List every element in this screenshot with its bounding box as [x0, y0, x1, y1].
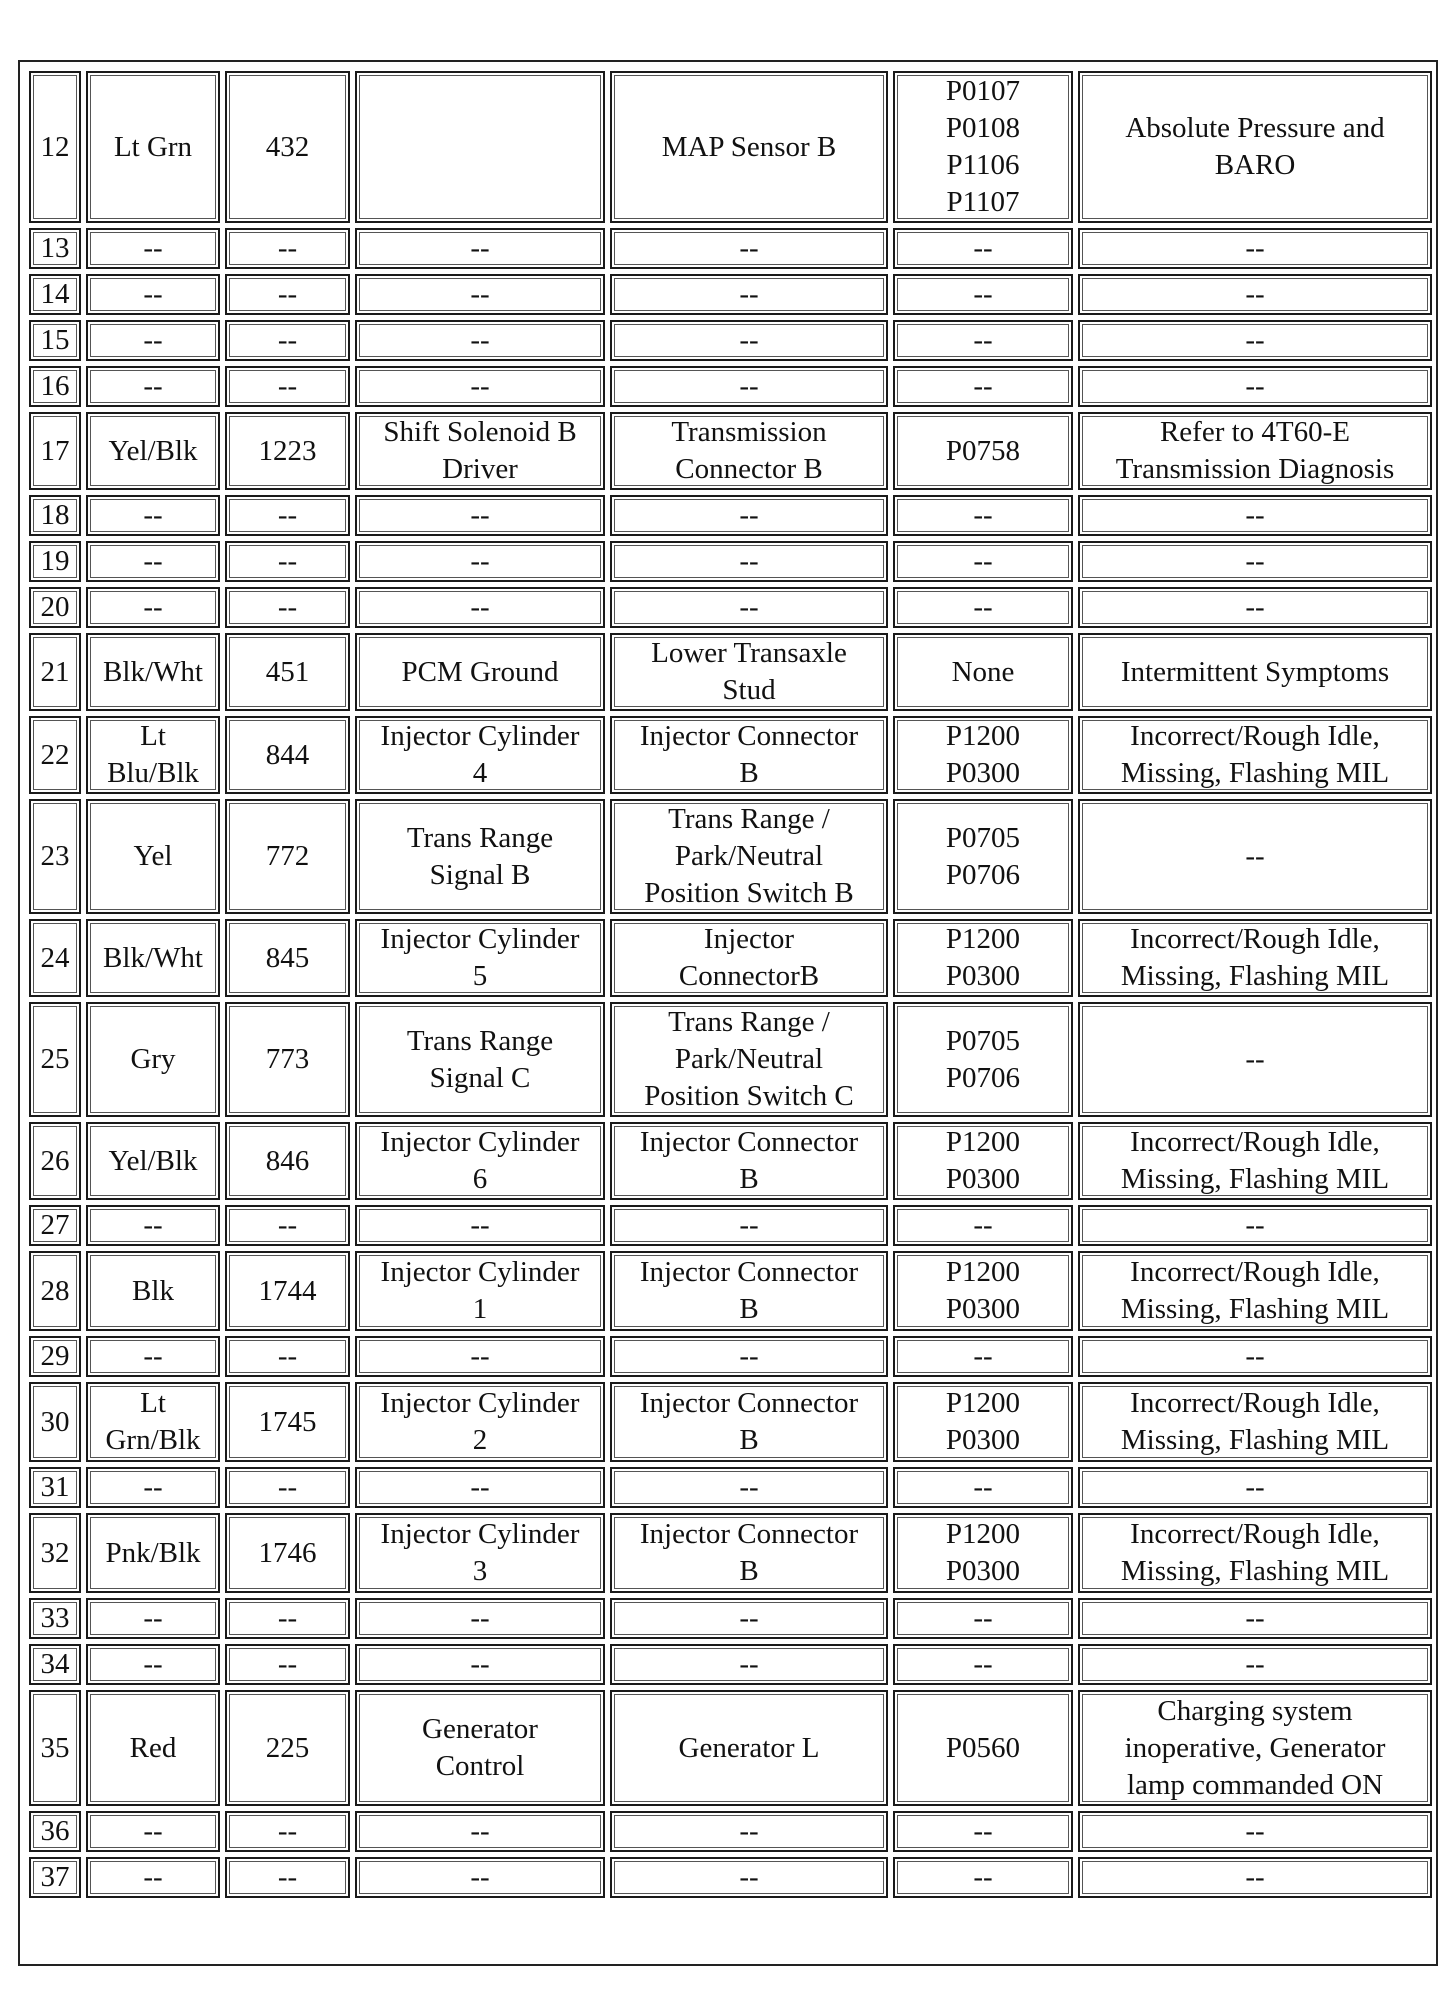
diagnosis-cell: Intermittent Symptoms [1078, 633, 1432, 711]
function-cell: -- [355, 320, 605, 361]
connector-cell: Trans Range / Park/Neutral Position Switch C [610, 1002, 888, 1117]
dtc-cell: P0560 [893, 1690, 1073, 1806]
function-cell: -- [355, 1205, 605, 1246]
connector-cell: -- [610, 320, 888, 361]
wire-color-cell: -- [86, 587, 220, 628]
connector-cell: Lower Transaxle Stud [610, 633, 888, 711]
connector-cell: -- [610, 495, 888, 536]
circuit-cell: -- [225, 366, 350, 407]
connector-cell: Injector ConnectorB [610, 919, 888, 997]
connector-cell: -- [610, 366, 888, 407]
dtc-cell: -- [893, 1205, 1073, 1246]
circuit-cell: -- [225, 1467, 350, 1508]
table-row [29, 1002, 1432, 1117]
pin-cell: 30 [29, 1382, 81, 1462]
table-row [29, 412, 1432, 490]
table-row [29, 919, 1432, 997]
diagnosis-cell: -- [1078, 495, 1432, 536]
pin-cell: 21 [29, 633, 81, 711]
diagnosis-cell: -- [1078, 1857, 1432, 1898]
wire-color-cell: -- [86, 1205, 220, 1246]
function-cell: -- [355, 495, 605, 536]
diagnosis-cell: Incorrect/Rough Idle, Missing, Flashing MIL [1078, 1122, 1432, 1200]
function-cell: Injector Cylinder 2 [355, 1382, 605, 1462]
wire-color-cell: -- [86, 228, 220, 269]
circuit-cell: 1745 [225, 1382, 350, 1462]
connector-cell: -- [610, 1467, 888, 1508]
wire-color-cell: -- [86, 1857, 220, 1898]
diagnosis-cell: -- [1078, 1811, 1432, 1852]
dtc-cell: P1200 P0300 [893, 1122, 1073, 1200]
dtc-cell: -- [893, 495, 1073, 536]
wire-color-cell: Blk/Wht [86, 633, 220, 711]
table-row [29, 1336, 1432, 1377]
pin-cell: 34 [29, 1644, 81, 1685]
diagnosis-cell: Absolute Pressure and BARO [1078, 71, 1432, 223]
table-row [29, 1857, 1432, 1898]
diagnosis-cell: -- [1078, 1002, 1432, 1117]
dtc-cell: -- [893, 274, 1073, 315]
pin-cell: 25 [29, 1002, 81, 1117]
circuit-cell: 1746 [225, 1513, 350, 1593]
connector-cell: Trans Range / Park/Neutral Position Switch B [610, 799, 888, 914]
circuit-cell: 772 [225, 799, 350, 914]
pin-cell: 23 [29, 799, 81, 914]
wire-color-cell: Lt Blu/Blk [86, 716, 220, 794]
table-row [29, 633, 1432, 711]
pin-cell: 13 [29, 228, 81, 269]
diagnosis-cell: -- [1078, 1205, 1432, 1246]
table-row [29, 587, 1432, 628]
table-row [29, 1690, 1432, 1806]
connector-cell: -- [610, 587, 888, 628]
dtc-cell: P1200 P0300 [893, 919, 1073, 997]
pin-cell: 28 [29, 1251, 81, 1331]
dtc-cell: P0705 P0706 [893, 799, 1073, 914]
table-row [29, 1122, 1432, 1200]
circuit-cell: -- [225, 228, 350, 269]
table-row [29, 716, 1432, 794]
table-row [29, 541, 1432, 582]
function-cell: -- [355, 1857, 605, 1898]
function-cell: Generator Control [355, 1690, 605, 1806]
pin-cell: 12 [29, 71, 81, 223]
function-cell [355, 71, 605, 223]
pin-cell: 29 [29, 1336, 81, 1377]
diagnosis-cell: Incorrect/Rough Idle, Missing, Flashing MIL [1078, 1382, 1432, 1462]
wire-color-cell: -- [86, 1336, 220, 1377]
circuit-cell: 225 [225, 1690, 350, 1806]
connector-cell: Injector Connector B [610, 1251, 888, 1331]
dtc-cell: -- [893, 1336, 1073, 1377]
wire-color-cell: -- [86, 366, 220, 407]
connector-cell: Injector Connector B [610, 1122, 888, 1200]
pin-cell: 16 [29, 366, 81, 407]
connector-cell: Injector Connector B [610, 1382, 888, 1462]
diagnosis-cell: Incorrect/Rough Idle, Missing, Flashing MIL [1078, 1513, 1432, 1593]
function-cell: -- [355, 1336, 605, 1377]
pin-cell: 32 [29, 1513, 81, 1593]
connector-cell: -- [610, 274, 888, 315]
table-row [29, 366, 1432, 407]
table-row [29, 1598, 1432, 1639]
circuit-cell: 846 [225, 1122, 350, 1200]
wire-color-cell: Blk/Wht [86, 919, 220, 997]
connector-cell: -- [610, 1811, 888, 1852]
dtc-cell: -- [893, 1598, 1073, 1639]
pin-cell: 26 [29, 1122, 81, 1200]
pin-cell: 20 [29, 587, 81, 628]
dtc-cell: P1200 P0300 [893, 1382, 1073, 1462]
circuit-cell: -- [225, 320, 350, 361]
pin-cell: 27 [29, 1205, 81, 1246]
diagnosis-cell: -- [1078, 366, 1432, 407]
circuit-cell: -- [225, 587, 350, 628]
diagnosis-cell: Charging system inoperative, Generator lamp commanded ON [1078, 1690, 1432, 1806]
function-cell: -- [355, 228, 605, 269]
circuit-cell: -- [225, 495, 350, 536]
function-cell: Injector Cylinder 3 [355, 1513, 605, 1593]
wire-color-cell: Yel/Blk [86, 412, 220, 490]
connector-cell: -- [610, 541, 888, 582]
dtc-cell: P0107 P0108 P1106 P1107 [893, 71, 1073, 223]
pin-cell: 24 [29, 919, 81, 997]
function-cell: Shift Solenoid B Driver [355, 412, 605, 490]
wire-color-cell: -- [86, 1644, 220, 1685]
dtc-cell: -- [893, 320, 1073, 361]
table-row [29, 71, 1432, 223]
dtc-cell: -- [893, 366, 1073, 407]
circuit-cell: -- [225, 1598, 350, 1639]
circuit-cell: 1744 [225, 1251, 350, 1331]
diagnosis-cell: Incorrect/Rough Idle, Missing, Flashing MIL [1078, 716, 1432, 794]
table-row [29, 274, 1432, 315]
connector-cell: MAP Sensor B [610, 71, 888, 223]
dtc-cell: P1200 P0300 [893, 716, 1073, 794]
wire-color-cell: Blk [86, 1251, 220, 1331]
dtc-cell: -- [893, 1644, 1073, 1685]
wire-color-cell: -- [86, 541, 220, 582]
function-cell: Trans Range Signal C [355, 1002, 605, 1117]
connector-cell: -- [610, 1644, 888, 1685]
diagnosis-cell: Refer to 4T60-E Transmission Diagnosis [1078, 412, 1432, 490]
circuit-cell: 773 [225, 1002, 350, 1117]
circuit-cell: 1223 [225, 412, 350, 490]
diagnosis-cell: -- [1078, 541, 1432, 582]
diagnosis-cell: -- [1078, 1598, 1432, 1639]
wire-color-cell: Yel/Blk [86, 1122, 220, 1200]
wire-color-cell: -- [86, 1467, 220, 1508]
function-cell: Injector Cylinder 6 [355, 1122, 605, 1200]
function-cell: Injector Cylinder 5 [355, 919, 605, 997]
connector-cell: Generator L [610, 1690, 888, 1806]
wire-color-cell: Pnk/Blk [86, 1513, 220, 1593]
pin-cell: 14 [29, 274, 81, 315]
dtc-cell: P0758 [893, 412, 1073, 490]
wire-color-cell: Red [86, 1690, 220, 1806]
pin-cell: 15 [29, 320, 81, 361]
function-cell: -- [355, 587, 605, 628]
pin-cell: 31 [29, 1467, 81, 1508]
function-cell: Injector Cylinder 1 [355, 1251, 605, 1331]
pin-cell: 35 [29, 1690, 81, 1806]
diagnosis-cell: Incorrect/Rough Idle, Missing, Flashing MIL [1078, 1251, 1432, 1331]
pin-cell: 18 [29, 495, 81, 536]
table-row [29, 320, 1432, 361]
wire-color-cell: Yel [86, 799, 220, 914]
table-row [29, 799, 1432, 914]
function-cell: Injector Cylinder 4 [355, 716, 605, 794]
connector-cell: Injector Connector B [610, 716, 888, 794]
pin-cell: 19 [29, 541, 81, 582]
table-row [29, 1205, 1432, 1246]
pin-cell: 33 [29, 1598, 81, 1639]
pin-table-body [29, 71, 1432, 1898]
connector-cell: -- [610, 228, 888, 269]
table-row [29, 1644, 1432, 1685]
diagnosis-cell: Incorrect/Rough Idle, Missing, Flashing MIL [1078, 919, 1432, 997]
circuit-cell: 844 [225, 716, 350, 794]
wire-color-cell: -- [86, 495, 220, 536]
pin-cell: 36 [29, 1811, 81, 1852]
function-cell: -- [355, 541, 605, 582]
pin-cell: 37 [29, 1857, 81, 1898]
dtc-cell: -- [893, 1811, 1073, 1852]
dtc-cell: None [893, 633, 1073, 711]
circuit-cell: -- [225, 1644, 350, 1685]
circuit-cell: 845 [225, 919, 350, 997]
pin-table [24, 66, 1437, 1903]
diagnosis-cell: -- [1078, 1467, 1432, 1508]
circuit-cell: -- [225, 1205, 350, 1246]
dtc-cell: -- [893, 541, 1073, 582]
connector-cell: -- [610, 1336, 888, 1377]
wire-color-cell: -- [86, 1811, 220, 1852]
dtc-cell: P1200 P0300 [893, 1513, 1073, 1593]
connector-cell: Injector Connector B [610, 1513, 888, 1593]
function-cell: -- [355, 274, 605, 315]
dtc-cell: P0705 P0706 [893, 1002, 1073, 1117]
dtc-cell: -- [893, 1857, 1073, 1898]
function-cell: -- [355, 366, 605, 407]
function-cell: Trans Range Signal B [355, 799, 605, 914]
wire-color-cell: -- [86, 320, 220, 361]
connector-cell: -- [610, 1857, 888, 1898]
circuit-cell: 432 [225, 71, 350, 223]
diagnosis-cell: -- [1078, 587, 1432, 628]
function-cell: -- [355, 1644, 605, 1685]
circuit-cell: 451 [225, 633, 350, 711]
pin-cell: 22 [29, 716, 81, 794]
wire-color-cell: Gry [86, 1002, 220, 1117]
table-row [29, 495, 1432, 536]
table-row [29, 228, 1432, 269]
table-row [29, 1382, 1432, 1462]
connector-cell: Transmission Connector B [610, 412, 888, 490]
diagnosis-cell: -- [1078, 320, 1432, 361]
dtc-cell: P1200 P0300 [893, 1251, 1073, 1331]
table-row [29, 1811, 1432, 1852]
wire-color-cell: Lt Grn/Blk [86, 1382, 220, 1462]
wire-color-cell: -- [86, 274, 220, 315]
circuit-cell: -- [225, 1336, 350, 1377]
function-cell: -- [355, 1598, 605, 1639]
circuit-cell: -- [225, 1811, 350, 1852]
circuit-cell: -- [225, 1857, 350, 1898]
circuit-cell: -- [225, 274, 350, 315]
table-row [29, 1467, 1432, 1508]
dtc-cell: -- [893, 587, 1073, 628]
wire-color-cell: -- [86, 1598, 220, 1639]
table-row [29, 1513, 1432, 1593]
pin-cell: 17 [29, 412, 81, 490]
connector-cell: -- [610, 1205, 888, 1246]
circuit-cell: -- [225, 541, 350, 582]
diagnosis-cell: -- [1078, 1336, 1432, 1377]
function-cell: -- [355, 1467, 605, 1508]
wire-color-cell: Lt Grn [86, 71, 220, 223]
connector-cell: -- [610, 1598, 888, 1639]
diagnosis-cell: -- [1078, 228, 1432, 269]
diagnosis-cell: -- [1078, 1644, 1432, 1685]
dtc-cell: -- [893, 228, 1073, 269]
function-cell: PCM Ground [355, 633, 605, 711]
table-row [29, 1251, 1432, 1331]
function-cell: -- [355, 1811, 605, 1852]
diagnosis-cell: -- [1078, 799, 1432, 914]
diagnosis-cell: -- [1078, 274, 1432, 315]
dtc-cell: -- [893, 1467, 1073, 1508]
